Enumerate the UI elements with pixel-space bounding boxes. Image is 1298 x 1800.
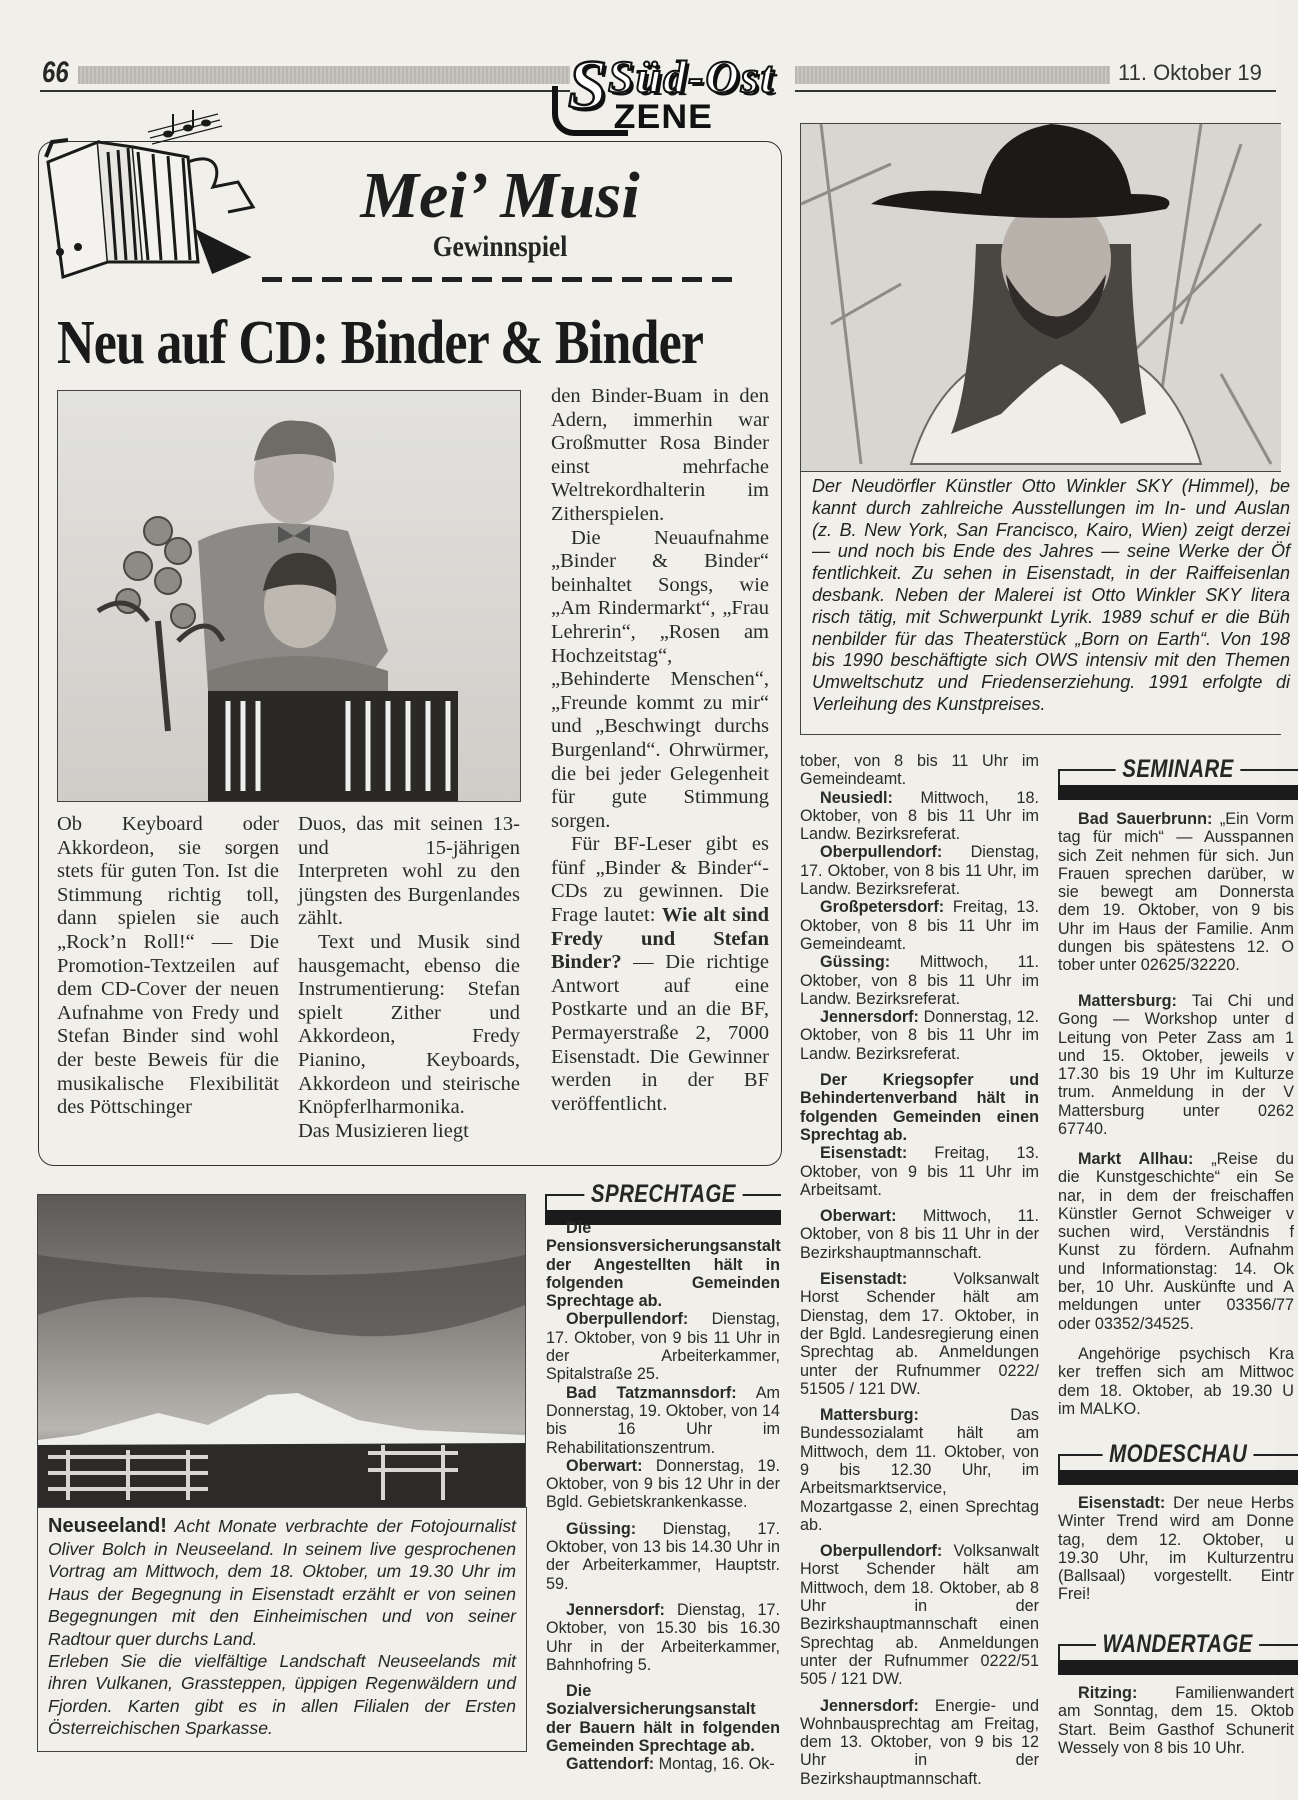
entry-place: Jennersdorf: <box>820 1696 919 1715</box>
text-line <box>1058 1512 1294 1530</box>
sprechtag-entry <box>546 1601 780 1674</box>
entry-text: Mittwoch, 11. Oktober, von 8 bis 11 Uhr in der Bezirkshauptmannschaft. <box>800 1207 1039 1262</box>
line-text: sie bewegt am Donnersta <box>1058 883 1294 902</box>
line-text: dem 19. Oktober, von 9 bis <box>1058 901 1294 920</box>
text-line <box>1058 1567 1294 1585</box>
sprechtag-entry <box>546 1310 780 1383</box>
line-text: Künstler Gernot Schweiger v <box>1058 1204 1294 1223</box>
entry-place: Bad Sauerbrunn: <box>1078 810 1213 828</box>
sprechtage-column-continued <box>800 752 1039 1788</box>
text-line <box>1058 883 1294 901</box>
line-text: Verleihung des Kunstpreises. <box>812 693 1046 714</box>
text-line <box>812 498 1290 520</box>
entry-text: Donnerstag, 12. Oktober, von 8 bis 11 Uhr im Landw. Bezirksreferat. <box>800 1008 1039 1063</box>
masthead-logo <box>550 48 795 138</box>
text-line <box>1058 1260 1294 1278</box>
entry-place: Mattersburg: <box>1078 992 1177 1010</box>
text-line <box>1058 865 1294 883</box>
line-text: risch tätig, mit Schwerpunkt Lyrik. 1989 schuf er die Büh <box>812 606 1290 627</box>
line-text: nar, in dem der freischaffen <box>1058 1186 1294 1205</box>
line-text: ber, 10 Uhr. Auskünfte und A <box>1058 1278 1294 1297</box>
text-line <box>1058 1278 1294 1296</box>
feature-paragraph: Text und Musik sind hausgemacht, ebenso die Instrumentierung: Stefan spielt Zither und Akkordeon, Fredy Pianino, Keyboards, Akkordeon und steirische Knöpferlharmonika. <box>298 930 520 1119</box>
line-text: (z. B. New York, San Francisco, Kairo, Wien) zeigt derzei <box>812 519 1290 540</box>
entry-text: Mittwoch, 11. Oktober, von 8 bis 11 Uhr im Landw. Bezirksreferat. <box>800 953 1039 1008</box>
text-line <box>1058 1205 1294 1223</box>
feature-paragraph: Duos, das mit seinen 13- und 15-jährigen Interpreten wohl zu den jüngsten des Burgenlandes zählt. <box>298 813 520 930</box>
modeschau-entry <box>1058 1494 1294 1604</box>
entry-place: Oberwart: <box>820 1207 897 1226</box>
entry-text: Dienstag, 17. Oktober, von 9 bis 11 Uhr in der Arbeiterkammer, Spitalstraße 25. <box>546 1310 780 1384</box>
section-title: MODESCHAU <box>1102 1440 1253 1469</box>
entry-text: tober, von 8 bis 11 Uhr im Gemeindeamt. <box>800 752 1039 789</box>
text-line <box>1058 1187 1294 1205</box>
line-text: Gong — Workshop unter d <box>1058 1010 1294 1029</box>
line-text: oder 03352/34525. <box>1058 1314 1194 1333</box>
text-line <box>1058 1684 1294 1702</box>
text-line <box>1058 1363 1294 1381</box>
line-text: meldungen unter 03356/77 <box>1058 1296 1294 1315</box>
sprechtag-entry <box>546 1520 780 1593</box>
line-text: kannt durch zahlreiche Ausstellungen im In- und Auslan <box>812 497 1290 518</box>
section-header-modeschau <box>1058 1440 1298 1486</box>
text-line <box>812 672 1290 694</box>
line-text: im MALKO. <box>1058 1399 1141 1418</box>
entry-text: Volksanwalt Horst Schender hält am Mittwoch, dem 18. Oktober, ab 8 Uhr in der Bezirkshauptmannschaft einen Sprechtag ab. Anmeldungen unter der Rufnummer 0222/51 505 / 121 DW. <box>800 1542 1039 1689</box>
line-text: desbank. Neben der Malerei ist Otto Winkler SKY litera <box>812 584 1290 605</box>
line-text: Der Neudörfler Künstler Otto Winkler SKY (Himmel), be <box>812 476 1290 496</box>
text-line <box>1058 1494 1294 1512</box>
line-text: Der neue Herbs <box>1165 1494 1294 1512</box>
binder-brothers-photo <box>57 390 521 802</box>
line-text: bis 1990 beschäftigte sich OWS intensiv mit den Themen <box>812 650 1290 671</box>
sprechtag-entry <box>800 789 1039 844</box>
sprechtag-entry <box>546 1219 780 1310</box>
line-text: Familienwandert <box>1137 1684 1294 1702</box>
line-text: 67740. <box>1058 1120 1108 1139</box>
sprechtag-entry <box>800 1406 1039 1534</box>
text-line <box>812 563 1290 585</box>
text-line <box>812 694 1290 716</box>
line-text: am Sonntag, dem 15. Oktob <box>1058 1702 1294 1721</box>
text-line <box>1058 1296 1294 1314</box>
feature-paragraph: Ob Keyboard oder Akkordeon, sie sorgen stets für guten Ton. Ist die Stimmung richtig toll, dann spielen sie auch „Rock’n Roll!“ — Die Promotion-Textzeilen auf dem CD-Cover der neuen Aufnahme von Fredy und Stefan Binder sind wohl der beste Beweis für die musikalische Flexibilität des Pöttschinger <box>57 813 279 1119</box>
text-line <box>1058 1065 1294 1083</box>
feature-column-2 <box>298 813 520 1143</box>
text-line <box>1058 1585 1294 1603</box>
entry-place: Ritzing: <box>1078 1684 1138 1702</box>
sprechtag-entry <box>546 1755 780 1773</box>
feature-subkicker: Gewinnspiel <box>432 230 568 263</box>
sprechtag-entry <box>800 1207 1039 1262</box>
text-line <box>1058 938 1294 956</box>
sprechtag-entry <box>800 843 1039 898</box>
entry-place: Eisenstadt: <box>1078 1494 1166 1512</box>
entry-intro: Die Sozialversicherungsanstalt der Bauern hält in folgenden Gemeinden Sprechtage ab. <box>546 1682 780 1756</box>
text-line <box>1058 1739 1294 1757</box>
line-text: Umweltschutz und Friedenserziehung. 1991 erfolgte di <box>812 672 1290 693</box>
entry-text: Donnerstag, 19. Oktober, von 9 bis 12 Uhr in der Bgld. Gebietskrankenkasse. <box>546 1456 780 1512</box>
line-text: Mattersburg unter 0262 <box>1058 1101 1294 1120</box>
text-line <box>812 650 1290 672</box>
text-line <box>1058 920 1294 938</box>
entry-place: Eisenstadt: <box>820 1270 908 1289</box>
artist-caption <box>812 476 1290 716</box>
entry-text: Montag, 16. Ok- <box>654 1755 775 1774</box>
line-text: Wessely von 8 bis 10 Uhr. <box>1058 1738 1245 1757</box>
entry-place: Güssing: <box>820 953 891 972</box>
entry-intro: Der Kriegsopfer und Behindertenverband hält in folgenden Gemeinden einen Sprechtag ab. <box>800 1071 1039 1144</box>
new-zealand-caption <box>37 1507 527 1752</box>
feature-column-3 <box>551 385 769 1116</box>
text-line <box>1058 1102 1294 1120</box>
entry-place: Oberpullendorf: <box>820 843 943 862</box>
contest-intro: Für BF-Leser gibt es fünf „Binder & Binder“-CDs zu gewinnen. Die Frage lautet: <box>551 833 769 927</box>
text-line <box>812 629 1290 651</box>
text-line <box>812 476 1290 498</box>
sprechtag-entry <box>546 1384 780 1457</box>
entry-text: Dienstag, 17. Oktober, von 15.30 bis 16.30 Uhr in der Arbeiterkammer, Bahnhofring 5. <box>546 1600 780 1674</box>
entry-place: Markt Allhau: <box>1078 1150 1194 1168</box>
text-line <box>1058 901 1294 919</box>
line-text: Start. Beim Gasthof Schunerit <box>1058 1720 1294 1739</box>
entry-text: Energie- und Wohnbausprechtag am Freitag, dem 13. Oktober, von 9 bis 12 Uhr in der Bezirkshauptmannschaft. <box>800 1696 1039 1788</box>
entry-place: Großpetersdorf: <box>820 898 945 917</box>
text-line <box>1058 1721 1294 1739</box>
entry-text: Dienstag, 17. Oktober, von 13 bis 14.30 Uhr in der Arbeiterkammer, Hauptstr. 59. <box>546 1519 780 1593</box>
sprechtag-entry <box>546 1457 780 1512</box>
entry-text: Am Donnerstag, 19. Oktober, von 14 bis 16 Uhr im Rehabilitationszentrum. <box>546 1383 780 1457</box>
entry-text: Freitag, 13. Oktober, von 9 bis 11 Uhr im Arbeitsamt. <box>800 1144 1039 1199</box>
line-text: dungen bis spätestens 12. O <box>1058 938 1294 957</box>
entry-place: Bad Tatzmannsdorf: <box>566 1383 737 1402</box>
text-line <box>1058 1029 1294 1047</box>
entry-place: Oberpullendorf: <box>820 1542 943 1561</box>
line-text: fentlichkeit. Zu sehen in Eisenstadt, in der Raiffeisenlan <box>812 563 1290 584</box>
header-line-left <box>40 90 570 92</box>
accordion-icon <box>38 112 263 312</box>
line-text: „Reise du <box>1193 1150 1294 1168</box>
line-text: trum. Anmeldung in der V <box>1058 1083 1294 1102</box>
text-line <box>1058 847 1294 865</box>
sprechtag-entry <box>800 1008 1039 1063</box>
sprechtag-entry <box>800 1071 1039 1144</box>
sprechtag-entry <box>800 1270 1039 1398</box>
entry-place: Güssing: <box>566 1519 637 1538</box>
text-line <box>1058 1382 1294 1400</box>
entry-place: Jennersdorf: <box>820 1008 919 1027</box>
section-title: SPRECHTAGE <box>584 1180 742 1209</box>
line-text: Tai Chi und <box>1176 992 1294 1010</box>
line-text: ker treffen sich am Mittwoc <box>1058 1363 1294 1382</box>
header-line-right <box>795 90 1276 92</box>
entry-text: Freitag, 13. Oktober, von 8 bis 11 Uhr im Gemeindeamt. <box>800 898 1039 953</box>
feature-paragraph: den Binder-Buam in den Adern, immerhin war Großmutter Rosa Binder einst mehrfache Weltrekordhalterin im Zitherspielen. <box>551 385 769 525</box>
text-line <box>1058 1241 1294 1259</box>
caption-lead <box>48 1516 167 1536</box>
entry-place: Neusiedl: <box>820 788 893 807</box>
text-line <box>812 585 1290 607</box>
text-line <box>812 520 1290 542</box>
line-text: Angehörige psychisch Kra <box>1078 1345 1294 1363</box>
text-line <box>1058 1150 1294 1168</box>
line-text: nenbilder für das Theaterstück „Born on Earth“. Von 198 <box>812 628 1290 649</box>
entry-place: Jennersdorf: <box>566 1600 665 1619</box>
text-line <box>1058 1010 1294 1028</box>
seminar-entry <box>1058 810 1294 975</box>
line-text: die Kunstgeschichte“ ein Se <box>1058 1168 1294 1187</box>
seminar-entry <box>1058 1345 1294 1418</box>
text-line <box>1058 1345 1294 1363</box>
issue-date: 11. Oktober 19 <box>1118 60 1262 85</box>
text-line <box>812 607 1290 629</box>
line-text: dem 18. Oktober, ab 19.30 U <box>1058 1381 1294 1400</box>
feature-paragraph: Das Musizieren liegt <box>298 1119 469 1142</box>
text-line <box>1058 1702 1294 1720</box>
section-header-seminare <box>1058 755 1298 801</box>
text-line <box>1058 1315 1294 1333</box>
entry-text: Das Bundessozialamt hält am Mittwoch, dem 11. Oktober, von 9 bis 12.30 Uhr, im Arbeitsmarktservice, Mozartgasse 2, einen Sprechtag ab. <box>800 1406 1039 1534</box>
line-text: Frauen sprechen darüber, w <box>1058 864 1294 883</box>
sprechtag-entry <box>546 1682 780 1755</box>
line-text: und 15. Oktober, jeweils v <box>1058 1046 1294 1065</box>
line-text: tag für mich“ — Ausspannen <box>1058 828 1294 847</box>
header-rule-left <box>78 66 570 84</box>
entry-place: Oberwart: <box>566 1456 643 1475</box>
caption-text: Acht Monate verbrachte der Fotojournalist Oliver Bolch in Neuseeland. In seinem live gesprochenen Vortrag am Mittwoch, dem 18. Oktober, um 19.30 Uhr im Haus der Begegnung in Eisenstadt erzählt er von seinen Begegnungen mit den Einheimischen und von seiner Radtour quer durchs Land. <box>48 1516 516 1649</box>
logo-szene: ZENE <box>613 98 714 136</box>
seminar-entry <box>1058 1150 1294 1333</box>
sprechtag-entry <box>800 1144 1039 1199</box>
line-text: und Informationstag: 14. Ok <box>1058 1259 1294 1278</box>
header-rule-right <box>795 66 1110 84</box>
line-text: Winter Trend wird am Donne <box>1058 1512 1294 1531</box>
entry-text: Dienstag, 17. Oktober, von 8 bis 11 Uhr, im Landw. Bezirksreferat. <box>800 843 1039 899</box>
sprechtag-entry <box>800 752 1039 789</box>
new-zealand-photo <box>37 1194 526 1508</box>
line-text: suchen wird, Verständnis f <box>1058 1223 1294 1242</box>
line-text: 19.30 Uhr, im Kulturzentru <box>1058 1548 1294 1567</box>
text-line <box>1058 1083 1294 1101</box>
section-header-wandertage <box>1058 1630 1298 1676</box>
section-title: WANDERTAGE <box>1096 1630 1259 1659</box>
sprechtage-column <box>546 1219 780 1774</box>
caption-text-2: Erleben Sie die vielfältige Landschaft Neuseelands mit ihren Vulkanen, Grassteppen, üppigen Regenwäldern und Fjorden. Karten gibt es in allen Filialen der Ersten Österreichischen Sparkasse. <box>48 1651 516 1739</box>
entry-place: Eisenstadt: <box>820 1144 908 1163</box>
line-text: Frei! <box>1058 1585 1091 1604</box>
artist-photo <box>800 123 1281 472</box>
text-line <box>1058 810 1294 828</box>
contest-question: Wie alt sind Fredy und Stefan Binder? <box>551 904 770 974</box>
feature-paragraph <box>551 833 769 1116</box>
line-text: „Ein Vorm <box>1212 810 1295 828</box>
dashed-divider <box>262 277 740 282</box>
sprechtag-entry <box>800 953 1039 1008</box>
text-line <box>812 541 1290 563</box>
line-text: tober unter 02625/32220. <box>1058 956 1240 975</box>
text-line <box>1058 1168 1294 1186</box>
wandertage-entry <box>1058 1684 1294 1757</box>
text-line <box>1058 828 1294 846</box>
line-text: — und noch bis Ende des Jahres — seine Werke der Öf <box>812 541 1290 562</box>
text-line <box>1058 1047 1294 1065</box>
entry-text: Mittwoch, 18. Oktober, von 8 bis 11 Uhr im Landw. Bezirksreferat. <box>800 788 1039 844</box>
sprechtag-entry <box>800 1542 1039 1688</box>
text-line <box>1058 956 1294 974</box>
page-number: 66 <box>42 56 69 89</box>
entry-intro: Die Pensionsversicherungsanstalt der Angestellten hält in folgenden Gemeinden Sprechtage ab. <box>546 1219 781 1311</box>
text-line <box>1058 992 1294 1010</box>
line-text: Kunst zu fördern. Aufnahm <box>1058 1241 1294 1260</box>
logo-initial: S <box>568 47 607 124</box>
entry-text: Volksanwalt Horst Schender hält am Dienstag, dem 17. Oktober, in der Bgld. Landesregierung einen Sprechtag ab. Anmeldungen unter der Rufnummer 0222/ 51505 / 121 DW. <box>800 1270 1039 1398</box>
line-text: 17.30 bis 19 Uhr im Kulturze <box>1058 1065 1294 1084</box>
section-title: SEMINARE <box>1116 755 1241 784</box>
caption-lead-text: Neuseeland! <box>48 1515 167 1537</box>
text-line <box>1058 1223 1294 1241</box>
entry-place: Oberpullendorf: <box>566 1310 689 1329</box>
line-text: Leitung von Peter Zass am 1 <box>1058 1028 1294 1047</box>
entry-place: Mattersburg: <box>820 1406 919 1425</box>
line-text: Uhr im Haus der Familie. Anm <box>1058 919 1294 938</box>
line-text: (Ballsaal) vorgestellt. Eintr <box>1058 1567 1294 1586</box>
feature-headline: Neu auf CD: Binder & Binder <box>57 309 704 377</box>
seminar-entry <box>1058 992 1294 1138</box>
text-line <box>1058 1549 1294 1567</box>
feature-kicker: Mei’ Musi <box>360 159 640 232</box>
sprechtag-entry <box>800 1697 1039 1788</box>
line-text: tag, dem 12. Oktober, u <box>1058 1530 1294 1549</box>
text-line <box>1058 1531 1294 1549</box>
sprechtag-entry <box>800 898 1039 953</box>
feature-column-1 <box>57 813 279 1120</box>
feature-paragraph: Die Neuaufnahme „Binder & Binder“ beinhaltet Songs, wie „Am Rindermarkt“, „Frau Lehrerin“, „Rosen am Hochzeitstag“, „Behinderte Menschen“, „Freunde kommt zu mir“ und „Beschwingt durchs Burgenland“. Ohrwürmer, die bei jeder Gelegenheit für gute Stimmung sorgen. <box>551 526 769 832</box>
text-line <box>1058 1120 1294 1138</box>
line-text: sich Zeit nehmen für sich. Jun <box>1058 846 1294 865</box>
logo-sued-ost: Süd-Ost <box>608 51 776 102</box>
entry-place: Gattendorf: <box>566 1755 655 1774</box>
contest-instructions: — Die richtige Antwort auf eine Postkarte und an die BF, Permayerstraße 2, 7000 Eisenstadt. Die Gewinner werden in der BF veröffentlicht. <box>551 951 769 1115</box>
text-line <box>1058 1400 1294 1418</box>
